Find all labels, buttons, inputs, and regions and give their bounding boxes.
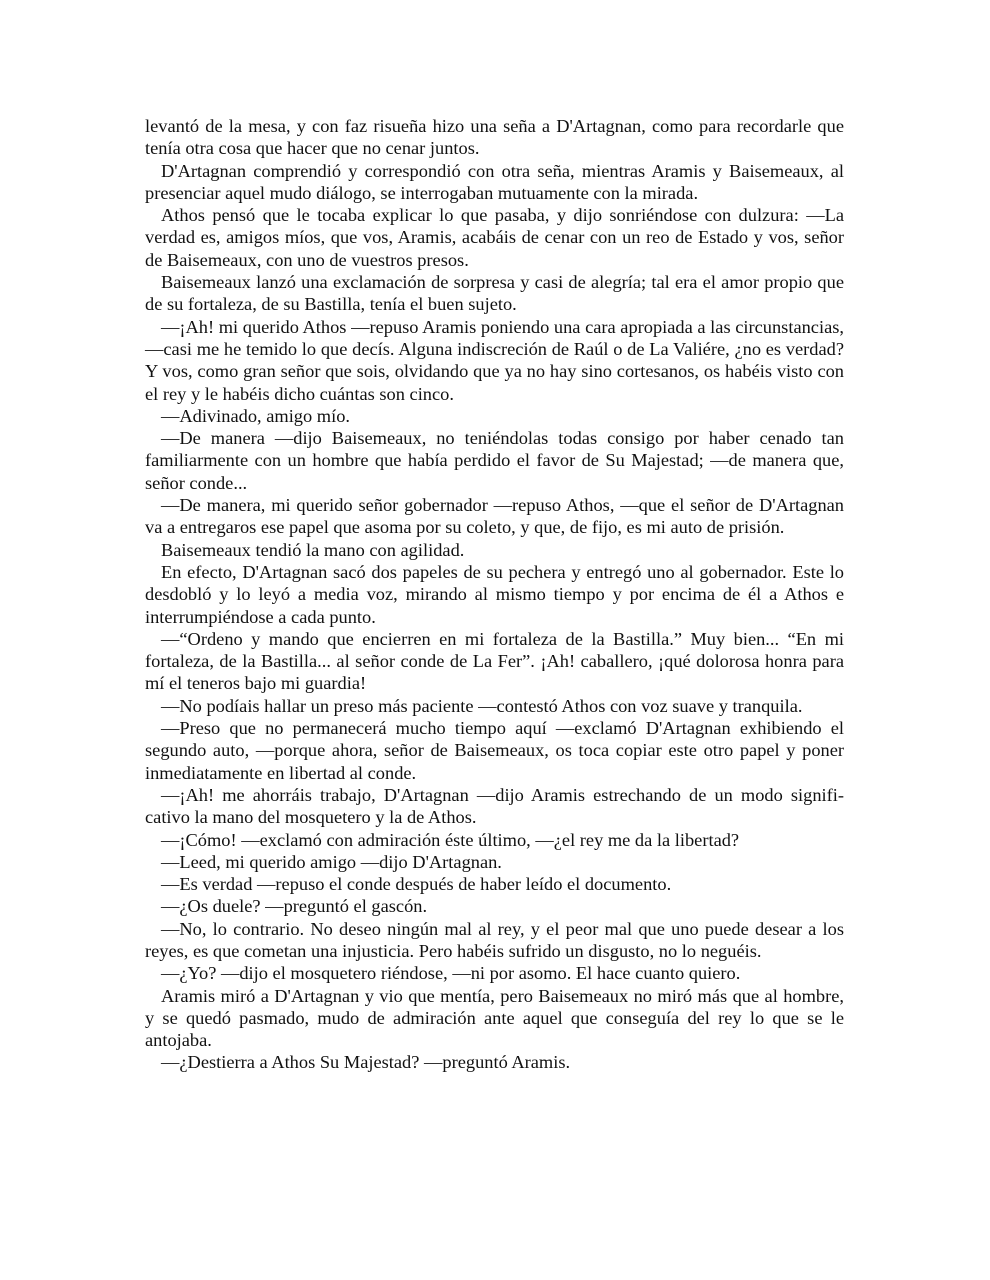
- paragraph: —¡Ah! mi querido Athos —repuso Aramis poniendo una cara apropiada a las circunstancias, —casi me he temido lo que decís. Alguna indiscreción de Raúl o de La Valiére, ¿no es verdad? Y vos, como gran señor que sois, olvidando que ya no hay sino cortesanos, os habéis visto con el rey y le habéis dicho cuántas son cinco.: [145, 316, 844, 404]
- paragraph: Baisemeaux lanzó una exclamación de sorpresa y casi de alegría; tal era el amor propio que de su fortaleza, de su Bastilla, tenía el buen sujeto.: [145, 272, 844, 315]
- paragraph: —Preso que no permanecerá mucho tiempo aquí —exclamó D'Artagnan exhibiendo el segundo auto, —porque ahora, señor de Baisemeaux, os toca copiar este otro papel y poner inmediatamente en libertad al conde.: [145, 718, 844, 783]
- paragraph: En efecto, D'Artagnan sacó dos papeles de su pechera y entregó uno al gobernador. Este lo desdobló y lo leyó a media voz, mirando al mismo tiempo y por encima de él a Athos e interrumpiéndose a cada punto.: [145, 561, 844, 627]
- paragraph: —¿Destierra a Athos Su Majestad? —preguntó Aramis.: [161, 1052, 571, 1073]
- paragraph: —No podíais hallar un preso más paciente —contestó Athos con voz suave y tranquila.: [161, 695, 803, 716]
- paragraph: —Es verdad —repuso el conde después de haber leído el documento.: [161, 874, 672, 895]
- paragraph: D'Artagnan comprendió y correspondió con otra seña, mientras Aramis y Baisemeaux, al presenciar aquel mudo diálogo, se interrogaban mutuamente con la mirada.: [145, 160, 844, 203]
- paragraph: Aramis miró a D'Artagnan y vio que mentía, pero Baisemeaux no miró más que al hombre, y se quedó pasmado, mudo de admiración ante aquel que conseguía del rey lo que se le antojaba.: [145, 985, 844, 1051]
- paragraph: —No, lo contrario. No deseo ningún mal al rey, y el peor mal que uno puede desear a los reyes, es que cometan una injusticia. Pero habéis sufrido un disgusto, no lo neguéis.: [145, 918, 844, 961]
- paragraph: —De manera, mi querido señor gobernador —repuso Athos, —que el señor de D'Artagnan va a entregaros ese papel que asoma por su coleto, y que, de fijo, es mi auto de prisión.: [145, 495, 844, 538]
- paragraph: —¿Os duele? —preguntó el gascón.: [161, 896, 428, 917]
- paragraph: —“Ordeno y mando que encierren en mi fortaleza de la Bastilla.” Muy bien... “En mi fortaleza, de la Bastilla... al señor conde de La Fer”. ¡Ah! caballero, ¡qué dolorosa honra para mí el teneros bajo mi guardia!: [145, 628, 844, 694]
- paragraph: Athos pensó que le tocaba explicar lo que pasaba, y dijo sonriéndose con dulzura: —La verdad es, amigos míos, que vos, Aramis, acabáis de cenar con un reo de Estado y vos, señor de Baisemeaux, con uno de vuestros presos.: [145, 205, 844, 270]
- paragraph: —¡Ah! me ahorráis trabajo, D'Artagnan —dijo Aramis estrechando de un modo significativo la mano del mosquetero y la de Athos.: [145, 784, 844, 828]
- paragraph: levantó de la mesa, y con faz risueña hizo una seña a D'Artagnan, como para recordarle que tenía otra cosa que hacer que no cenar juntos.: [145, 116, 844, 159]
- paragraph: —Leed, mi querido amigo —dijo D'Artagnan.: [161, 851, 502, 872]
- paragraph: Baisemeaux tendió la mano con agilidad.: [161, 539, 465, 560]
- paragraph: —¿Yo? —dijo el mosquetero riéndose, —ni por asomo. El hace cuanto quiero.: [161, 963, 741, 984]
- body-text: [145, 115, 844, 1074]
- paragraph: —Adivinado, amigo mío.: [161, 405, 350, 426]
- paragraph: —¡Cómo! —exclamó con admiración éste último, —¿el rey me da la libertad?: [161, 829, 740, 850]
- paragraph: —De manera —dijo Baisemeaux, no teniéndolas todas consigo por haber cenado tan familiarmente con un hombre que había perdido el favor de Su Majestad; —de manera que, señor conde...: [145, 428, 844, 493]
